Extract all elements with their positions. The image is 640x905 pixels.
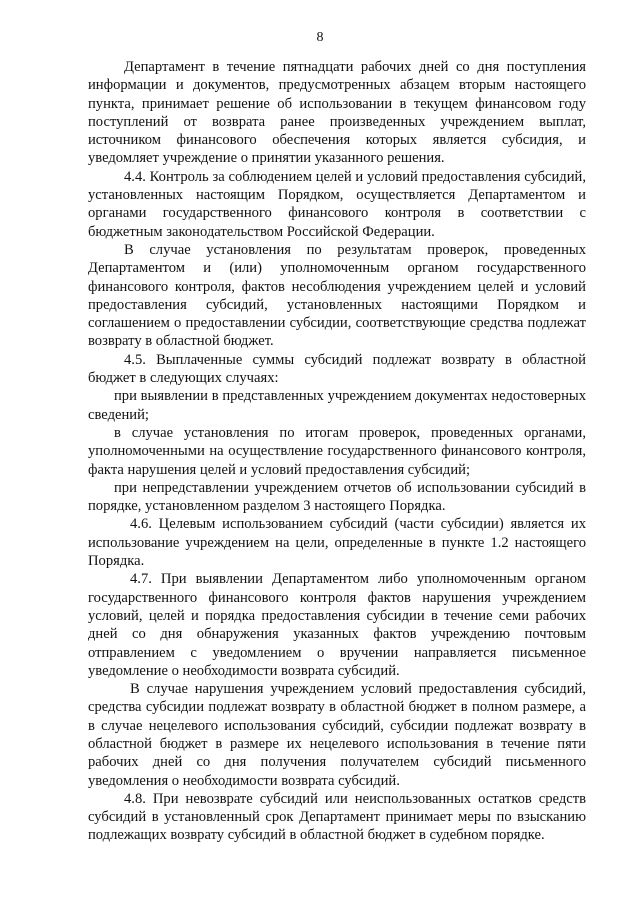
- list-item-no-reports: при непредставлении учреждением отчетов об использовании субсидий в порядке, установленном разделом 3 настоящего Порядка.: [88, 479, 586, 515]
- paragraph-violation-return: В случае установления по результатам проверок, проведенных Департаментом и (или) уполномоченным органом государственного финансового контроля, фактов несоблюдения учреждением целей и условий предоставления субсидий, установленных настоящими Порядком и соглашением о предоставлении субсидии, соответствующие средства подлежат возврату в областной бюджет.: [88, 241, 586, 350]
- list-item-false-info: при выявлении в представленных учреждением документах недостоверных сведений;: [88, 388, 586, 423]
- list-item-inspection-violation: в случае установления по итогам проверок, проведенных органами, уполномоченными на осуществление государственного финансового контроля, факта нарушения целей и условий предоставления субсидий;: [88, 424, 586, 478]
- page-number: 8: [316, 30, 324, 45]
- paragraph-department-decision: Департамент в течение пятнадцати рабочих дней со дня поступления информации и документов, предусмотренных абзацем вторым настоящего пункта, принимает решение об использовании в текущем финансовом году поступлений от возврата ранее произведенных учреждением выплат, источником финансового обеспечения которых является субсидия, и уведомляет учреждение о принятии указанного решения.: [88, 59, 586, 167]
- paragraph-violation-full-return: В случае нарушения учреждением условий предоставления субсидий, средства субсидии подлежат возврату в областной бюджет в полном размере, а в случае нецелевого использования субсидий, субсидии подлежат возврату в областной бюджет в размере их нецелевого использования в течение пяти рабочих дней со дня получения получателем субсидий письменного уведомления о необходимости возврата субсидий.: [88, 681, 586, 789]
- paragraph-4-5: 4.5. Выплаченные суммы субсидий подлежат возврату в областной бюджет в следующих случаях:: [88, 351, 586, 387]
- paragraph-4-8: 4.8. При невозврате субсидий или неиспользованных остатков средств субсидий в установленный срок Департамент принимает меры по взысканию подлежащих возврату субсидий в областной бюджет в судебном порядке.: [88, 790, 586, 844]
- paragraph-4-4: 4.4. Контроль за соблюдением целей и условий предоставления субсидий, установленных настоящим Порядком, осуществляется Департаментом и органами государственного финансового контроля в соответствии с бюджетным законодательством Российской Федерации.: [88, 168, 586, 240]
- document-body: [88, 58, 586, 845]
- paragraph-4-7: 4.7. При выявлении Департаментом либо уполномоченным органом государственного финансового контроля фактов нарушения учреждением условий, целей и порядка предоставления субсидии в течение семи рабочих дней со дня обнаружения указанных фактов учреждению почтовым отправлением с уведомлением о вручении направляется письменное уведомление о необходимости возврата субсидий.: [88, 571, 586, 679]
- paragraph-4-6: 4.6. Целевым использованием субсидий (части субсидии) является их использование учреждением на цели, определенные в пункте 1.2 настоящего Порядка.: [88, 516, 586, 570]
